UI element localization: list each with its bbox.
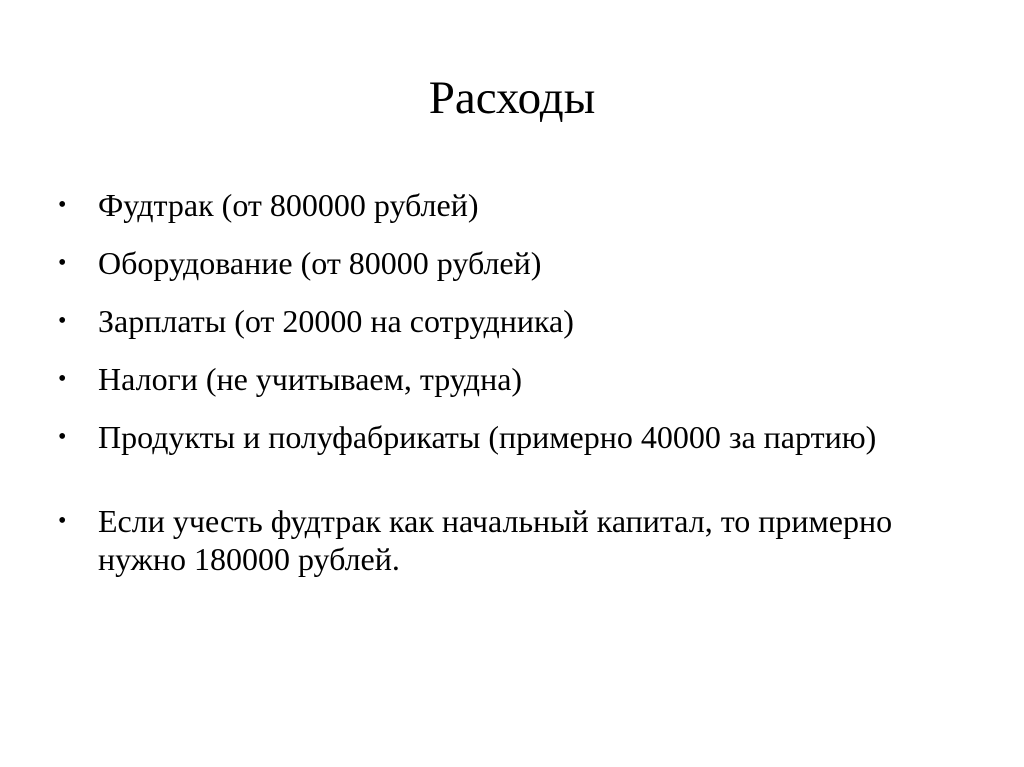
slide-title: Расходы <box>428 72 596 124</box>
bullet-icon: • <box>58 308 67 334</box>
bullet-icon: • <box>58 424 67 450</box>
bullet-item-equipment <box>58 244 958 282</box>
bullet-text: Оборудование (от 80000 рублей) <box>98 245 542 281</box>
bullet-text: Зарплаты (от 20000 на сотрудника) <box>98 303 574 339</box>
bullet-item-products <box>58 418 958 456</box>
bullet-text: Фудтрак (от 800000 рублей) <box>98 187 479 223</box>
bullet-icon: • <box>58 508 67 534</box>
bullet-text: Налоги (не учитываем, трудна) <box>98 361 523 397</box>
bullet-item-foodtruck <box>58 186 958 224</box>
bullet-item-summary <box>58 502 958 578</box>
bullet-text: Если учесть фудтрак как начальный капитал, то примерно нужно 180000 рублей. <box>98 503 893 577</box>
bullet-list <box>58 186 958 598</box>
bullet-text: Продукты и полуфабрикаты (примерно 40000 за партию) <box>98 419 877 455</box>
bullet-icon: • <box>58 250 67 276</box>
bullet-item-taxes <box>58 360 958 398</box>
bullet-icon: • <box>58 192 67 218</box>
bullet-item-salaries <box>58 302 958 340</box>
bullet-icon: • <box>58 366 67 392</box>
